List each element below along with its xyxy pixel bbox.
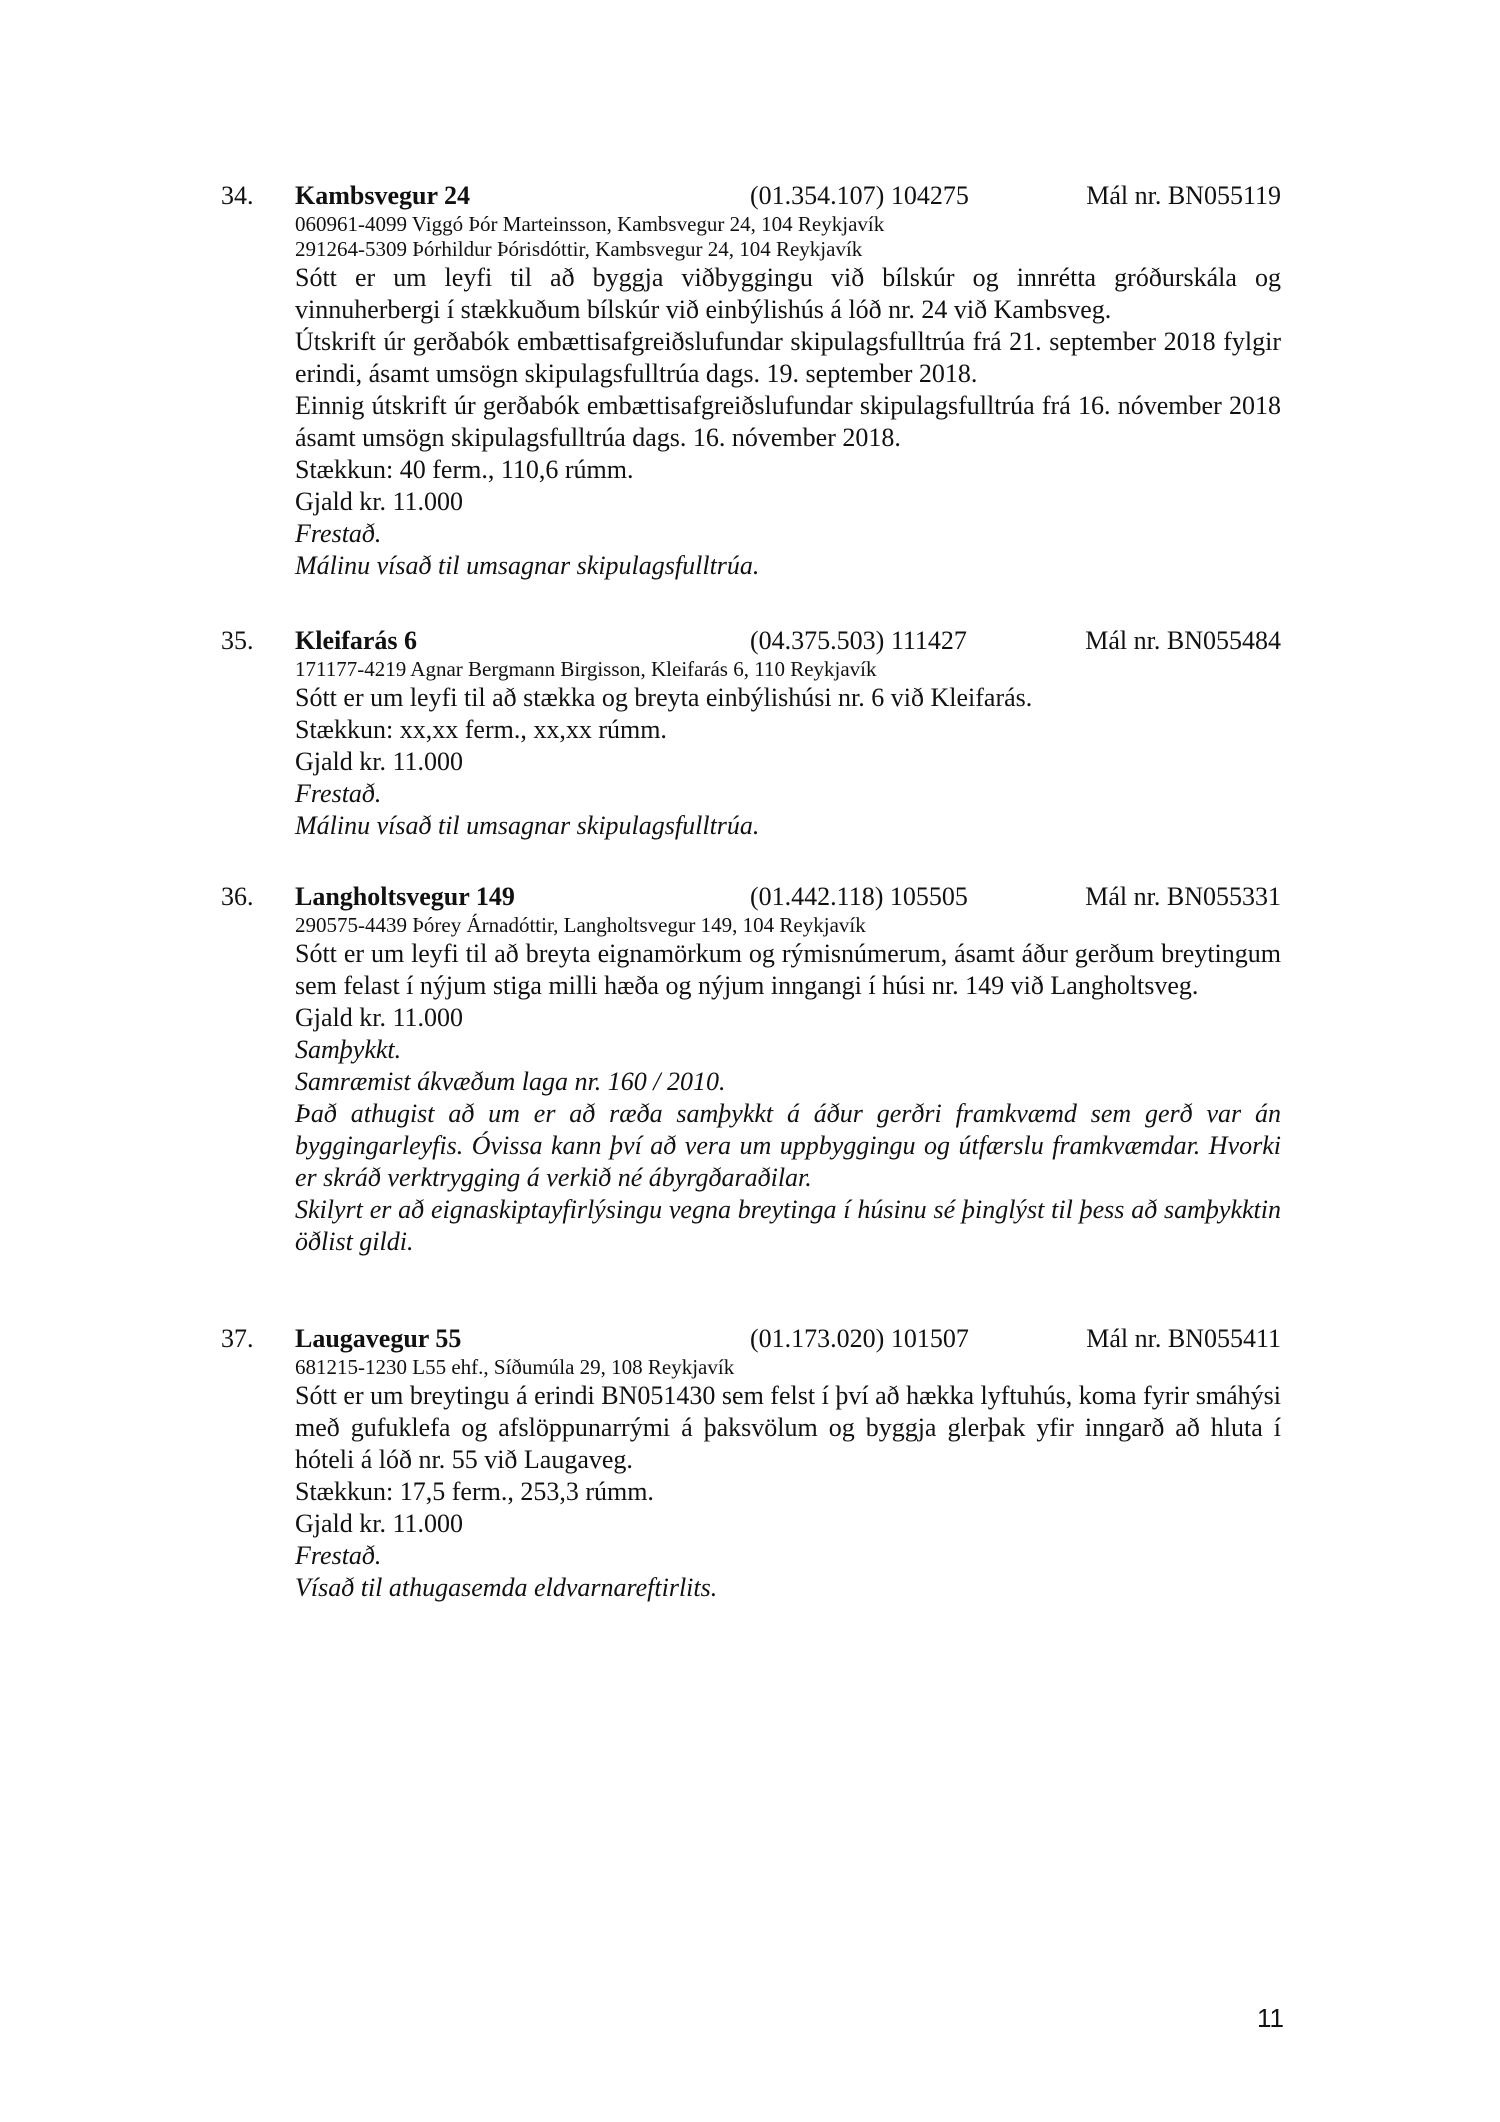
enlargement-line: Stækkun: 40 ferm., 110,6 rúmm. [295, 455, 634, 484]
decision-note: Samræmist ákvæðum laga nr. 160 / 2010. [295, 1067, 726, 1096]
item-plot-number: (01.173.020) 101507 [750, 1324, 969, 1353]
decision-note: Vísað til athugasemda eldvarnareftirlits. [295, 1573, 718, 1602]
fee-line: Gjald kr. 11.000 [295, 747, 464, 776]
item-number: 37. [221, 1324, 254, 1353]
case-body [295, 657, 1281, 842]
item-address: Langholtsvegur 149 [295, 882, 515, 911]
case-body [295, 913, 1281, 1258]
item-address: Kleifarás 6 [295, 626, 418, 655]
item-number: 36. [221, 882, 254, 911]
item-address: Laugavegur 55 [295, 1324, 462, 1353]
applicant-line: 290575-4439 Þórey Árnadóttir, Langholtsvegur 149, 104 Reykjavík [295, 913, 866, 937]
decision-note: Málinu vísað til umsagnar skipulagsfulltrúa. [295, 551, 760, 580]
case-body [295, 1355, 1281, 1604]
item-plot-number: (01.354.107) 104275 [750, 181, 969, 210]
applicant-line: 681215-1230 L55 ehf., Síðumúla 29, 108 Reykjavík [295, 1355, 735, 1379]
case-item-34 [221, 180, 1281, 582]
case-item-37 [221, 1323, 1281, 1604]
decision-note: Það athugist að um er að ræða samþykkt á áður gerðri framkvæmd sem gerð var án byggingarleyfis. Óvissa kann því að vera um uppbyggingu og útfærslu framkvæmdar. Hvorki er skráð verktrygging á verkið né ábyrgðaraðilar. [295, 1099, 1281, 1192]
decision: Samþykkt. [295, 1035, 402, 1064]
decision: Frestað. [295, 519, 382, 548]
fee-line: Gjald kr. 11.000 [295, 1003, 464, 1032]
case-header [221, 1323, 1281, 1355]
item-case-number: Mál nr. BN055411 [1086, 1324, 1281, 1353]
fee-line: Gjald kr. 11.000 [295, 1509, 464, 1538]
case-header [221, 625, 1281, 657]
decision: Frestað. [295, 1541, 382, 1570]
applicant-line: 060961-4099 Viggó Þór Marteinsson, Kambsvegur 24, 104 Reykjavík [295, 212, 885, 236]
case-body [295, 212, 1281, 582]
fee-line: Gjald kr. 11.000 [295, 487, 464, 516]
item-case-number: Mál nr. BN055484 [1085, 626, 1281, 655]
page-number: 11 [1257, 2003, 1284, 2033]
enlargement-line: Stækkun: xx,xx ferm., xx,xx rúmm. [295, 715, 667, 744]
item-case-number: Mál nr. BN055331 [1085, 882, 1281, 911]
item-case-number: Mál nr. BN055119 [1086, 181, 1281, 210]
applicant-line: 171177-4219 Agnar Bergmann Birgisson, Kleifarás 6, 110 Reykjavík [295, 657, 877, 681]
case-header [221, 881, 1281, 913]
case-description: Útskrift úr gerðabók embættisafgreiðslufundar skipulagsfulltrúa frá 21. september 2018 fylgir erindi, ásamt umsögn skipulagsfulltrúa dags. 19. september 2018. [295, 327, 1281, 388]
item-number: 34. [221, 181, 254, 210]
case-item-36 [221, 881, 1281, 1258]
applicant-line: 291264-5309 Þórhildur Þórisdóttir, Kambsvegur 24, 104 Reykjavík [295, 237, 863, 261]
item-plot-number: (01.442.118) 105505 [750, 882, 968, 911]
item-number: 35. [221, 626, 254, 655]
item-address: Kambsvegur 24 [295, 181, 471, 210]
case-description: Sótt er um leyfi til að stækka og breyta einbýlishúsi nr. 6 við Kleifarás. [295, 683, 1033, 712]
decision: Frestað. [295, 779, 382, 808]
item-plot-number: (04.375.503) 111427 [750, 626, 967, 655]
enlargement-line: Stækkun: 17,5 ferm., 253,3 rúmm. [295, 1477, 654, 1506]
decision-note: Skilyrt er að eignaskiptayfirlýsingu vegna breytinga í húsinu sé þinglýst til þess að samþykktin öðlist gildi. [295, 1195, 1281, 1256]
case-item-35 [221, 625, 1281, 842]
case-header [221, 180, 1281, 212]
case-description: Sótt er um breytingu á erindi BN051430 sem felst í því að hækka lyftuhús, koma fyrir smáhýsi með gufuklefa og afslöppunarrými á þaksvölum og byggja glerþak yfir inngarð að hluta í hóteli á lóð nr. 55 við Laugaveg. [295, 1381, 1281, 1474]
decision-note: Málinu vísað til umsagnar skipulagsfulltrúa. [295, 811, 760, 840]
case-description: Einnig útskrift úr gerðabók embættisafgreiðslufundar skipulagsfulltrúa frá 16. nóvember 2018 ásamt umsögn skipulagsfulltrúa dags. 16. nóvember 2018. [295, 391, 1281, 452]
case-description: Sótt er um leyfi til að breyta eignamörkum og rýmisnúmerum, ásamt áður gerðum breytingum sem felast í nýjum stiga milli hæða og nýjum inngangi í húsi nr. 149 við Langholtsveg. [295, 939, 1281, 1000]
case-description: Sótt er um leyfi til að byggja viðbyggingu við bílskúr og innrétta gróðurskála og vinnuherbergi í stækkuðum bílskúr við einbýlishús á lóð nr. 24 við Kambsveg. [295, 263, 1281, 324]
